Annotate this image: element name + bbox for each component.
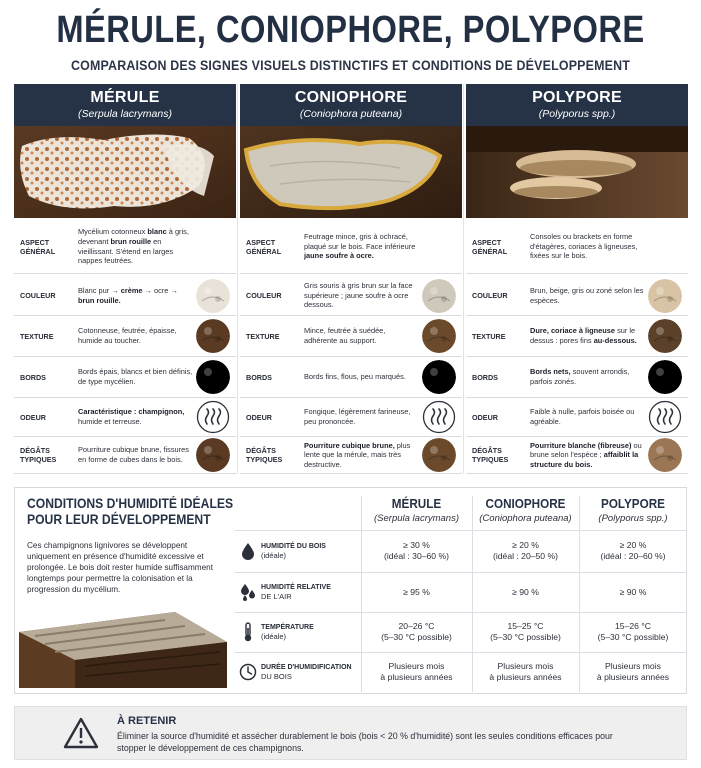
condition-cell: Plusieurs mois à plusieurs années [489, 661, 562, 682]
row-label: DÉGÂTS TYPIQUES [246, 446, 283, 464]
fungus-row [466, 220, 688, 274]
fungus-row [466, 437, 688, 474]
clock-icon [235, 663, 261, 681]
row-label: ASPECT GÉNÉRAL [246, 237, 282, 256]
fungus-row [14, 316, 236, 357]
row-label: BORDS [20, 372, 46, 382]
droplet-icon [235, 542, 261, 560]
col-head-coniophore: CONIOPHORE (Coniophora puteana) [479, 496, 572, 524]
row-label: BORDS [246, 372, 272, 382]
row-value: Bords fins, flous, peu marqués. [304, 372, 406, 382]
fungus-row [14, 437, 236, 474]
condition-cell: 15–25 °C (5–30 °C possible) [490, 621, 561, 642]
condition-cell: Plusieurs mois à plusieurs années [380, 661, 453, 682]
row-value: Mince, feutrée à suédée, adhérente au support. [304, 326, 386, 345]
condition-sublabel: (idéale) [261, 631, 287, 641]
row-label: ASPECT GÉNÉRAL [472, 237, 508, 256]
row-label: COULEUR [246, 291, 282, 300]
fungus-row [14, 220, 236, 274]
row-label: TEXTURE [20, 331, 54, 341]
conditions-intro [15, 488, 235, 693]
row-label: COULEUR [20, 291, 56, 300]
condition-cell: 15–26 °C (5–30 °C possible) [597, 621, 669, 642]
texture-thumbnail [422, 319, 456, 353]
row-label: DÉGÂTS TYPIQUES [472, 446, 509, 464]
color-thumbnail [196, 279, 230, 313]
row-value: Caractéristique : champignon, humide et terreuse. [78, 407, 185, 426]
row-value: Blanc pur → crème → ocre → brun rouille. [78, 285, 178, 305]
edge-thumbnail [648, 360, 682, 394]
row-label: DÉGÂTS TYPIQUES [20, 446, 57, 464]
condition-cell: Plusieurs mois à plusieurs années [596, 661, 670, 682]
condition-row-label [235, 530, 361, 572]
merule-photo [14, 126, 236, 218]
row-value: Dure, coriace à ligneuse sur le dessus : pores fins au-dessous. [530, 326, 637, 345]
edge-thumbnail [422, 360, 456, 394]
fungus-row [466, 357, 688, 398]
column-caption [466, 84, 688, 126]
fungus-row [240, 398, 462, 437]
row-value: Pourriture cubique brune, plus lente que la mérule, mais très destructive. [304, 440, 411, 469]
polypore-photo [466, 126, 688, 218]
row-value: Feutrage mince, gris à ochracé, plaqué sur le bois. Face inférieure jaune soufre à ocre. [304, 232, 416, 261]
color-thumbnail [422, 279, 456, 313]
row-label: TEXTURE [472, 331, 506, 341]
fungus-row [14, 276, 236, 316]
conditions-table [235, 488, 687, 693]
condition-row-label [235, 652, 361, 692]
row-value: Bords épais, blancs et bien définis, de type mycélien. [78, 367, 193, 386]
fungus-row [240, 316, 462, 357]
condition-cell: ≥ 90 % [512, 586, 539, 597]
fungus-row [466, 316, 688, 357]
damage-thumbnail [196, 438, 230, 472]
row-label: TEXTURE [246, 331, 280, 341]
col-head-merule: MÉRULE (Serpula lacrymans) [374, 496, 459, 524]
fungus-latin-name: (Serpula lacrymans) [78, 108, 172, 120]
row-value: Bords nets, souvent arrondis, parfois zonés. [530, 367, 630, 386]
fungus-row [240, 220, 462, 274]
conditions-title: CONDITIONS D'HUMIDITÉ IDÉALES POUR LEUR DÉVELOPPEMENT [27, 496, 234, 527]
droplets-icon [235, 583, 261, 601]
condition-label: DURÉE D'HUMIDIFICATION [261, 663, 352, 671]
condition-cell: ≥ 20 % (idéal : 20–50 %) [493, 540, 558, 561]
condition-cell: 20–26 °C (5–30 °C possible) [381, 621, 452, 642]
condition-row-label [235, 572, 361, 612]
condition-cell: ≥ 30 % (idéal : 30–60 %) [384, 540, 449, 561]
condition-label: HUMIDITÉ DU BOIS [261, 542, 326, 550]
fungus-row [240, 357, 462, 398]
condition-sublabel: DU BOIS [261, 671, 292, 681]
fungus-row [14, 398, 236, 437]
row-label: COULEUR [472, 291, 508, 300]
row-value: Cotonneuse, feutrée, épaisse, humide au toucher. [78, 326, 177, 345]
fungus-row [240, 276, 462, 316]
smell-icon [196, 400, 230, 434]
row-label: ASPECT GÉNÉRAL [20, 237, 56, 256]
fungus-row [240, 437, 462, 474]
fungus-name: CONIOPHORE [294, 89, 408, 106]
page-title: MÉRULE, CONIOPHORE, POLYPORE [56, 9, 645, 51]
key-takeaway-box [14, 706, 687, 760]
thermometer-icon [235, 622, 261, 642]
color-thumbnail [648, 279, 682, 313]
edge-thumbnail [196, 360, 230, 394]
conditions-description: Ces champignons lignivores se développent uniquement en présence d'humidité excessive et prolongée. Le bois doit rester humide suffisamment longtemps pour permettre la colonisation et la progression du mycélium. [27, 541, 213, 594]
damage-thumbnail [422, 438, 456, 472]
fungus-row [466, 398, 688, 437]
col-head-polypore: POLYPORE (Polyporus spp.) [598, 496, 668, 524]
texture-thumbnail [648, 319, 682, 353]
fungus-name: POLYPORE [532, 89, 622, 106]
row-value: Pourriture blanche (fibreuse) ou brune selon l'espèce ; affaiblit la structure du bois. [530, 440, 642, 469]
column-caption [240, 84, 462, 126]
texture-thumbnail [196, 319, 230, 353]
row-value: Mycélium cotonneux blanc à gris, devenant brun rouille en vieillissant. S'étend en larges nappes feutrées. [78, 227, 189, 266]
coniophore-photo [240, 126, 462, 218]
takeaway-title: À RETENIR [117, 715, 177, 727]
column-divider [463, 84, 464, 474]
row-label: BORDS [472, 372, 498, 382]
fungus-row [466, 276, 688, 316]
smell-icon [422, 400, 456, 434]
fungus-latin-name: (Coniophora puteana) [299, 108, 403, 120]
fungus-latin-name: (Polyporus spp.) [538, 108, 616, 120]
damaged-wood-photo [15, 602, 235, 692]
page-header [0, 8, 701, 73]
damage-thumbnail [648, 438, 682, 472]
row-value: Gris souris à gris brun sur la face supérieure ; jaune soufre à ocre dessous. [304, 281, 413, 310]
condition-label: HUMIDITÉ RELATIVE [261, 583, 331, 591]
condition-cell: ≥ 20 % (idéal : 20–60 %) [600, 540, 666, 561]
fungus-row [14, 357, 236, 398]
row-label: ODEUR [472, 412, 498, 422]
condition-label: TEMPÉRATURE [261, 623, 314, 631]
row-value: Fongique, légèrement farineuse, peu prononcée. [304, 407, 411, 426]
page-subtitle: COMPARAISON DES SIGNES VISUELS DISTINCTIFS ET CONDITIONS DE DÉVELOPPEMENT [70, 58, 631, 73]
condition-cell: ≥ 90 % [619, 586, 647, 597]
row-label: ODEUR [246, 412, 272, 422]
conditions-panel [14, 487, 687, 694]
condition-sublabel: (idéale) [261, 550, 287, 560]
row-value: Pourriture cubique brune, fissures en forme de cubes dans le bois. [78, 445, 189, 464]
row-value: Consoles ou brackets en forme d'étagères, coriaces à ligneuses, fixées sur le bois. [530, 232, 638, 261]
row-value: Faible à nulle, parfois boisée ou agréable. [530, 407, 635, 426]
fungus-name: MÉRULE [90, 89, 160, 106]
row-label: ODEUR [20, 412, 46, 422]
condition-row-label [235, 612, 361, 652]
smell-icon [648, 400, 682, 434]
column-divider [237, 84, 238, 474]
column-caption [14, 84, 236, 126]
row-value: Brun, beige, gris ou zoné selon les espèces. [530, 285, 644, 305]
takeaway-text: Éliminer la source d'humidité et assécher durablement le bois (bois < 20 % d'humidité) sont les seules conditions efficaces pour stopper le développement de ces champignons. [117, 731, 613, 753]
condition-cell: ≥ 95 % [403, 586, 430, 597]
warning-icon [63, 717, 99, 749]
condition-sublabel: DE L'AIR [261, 591, 292, 601]
